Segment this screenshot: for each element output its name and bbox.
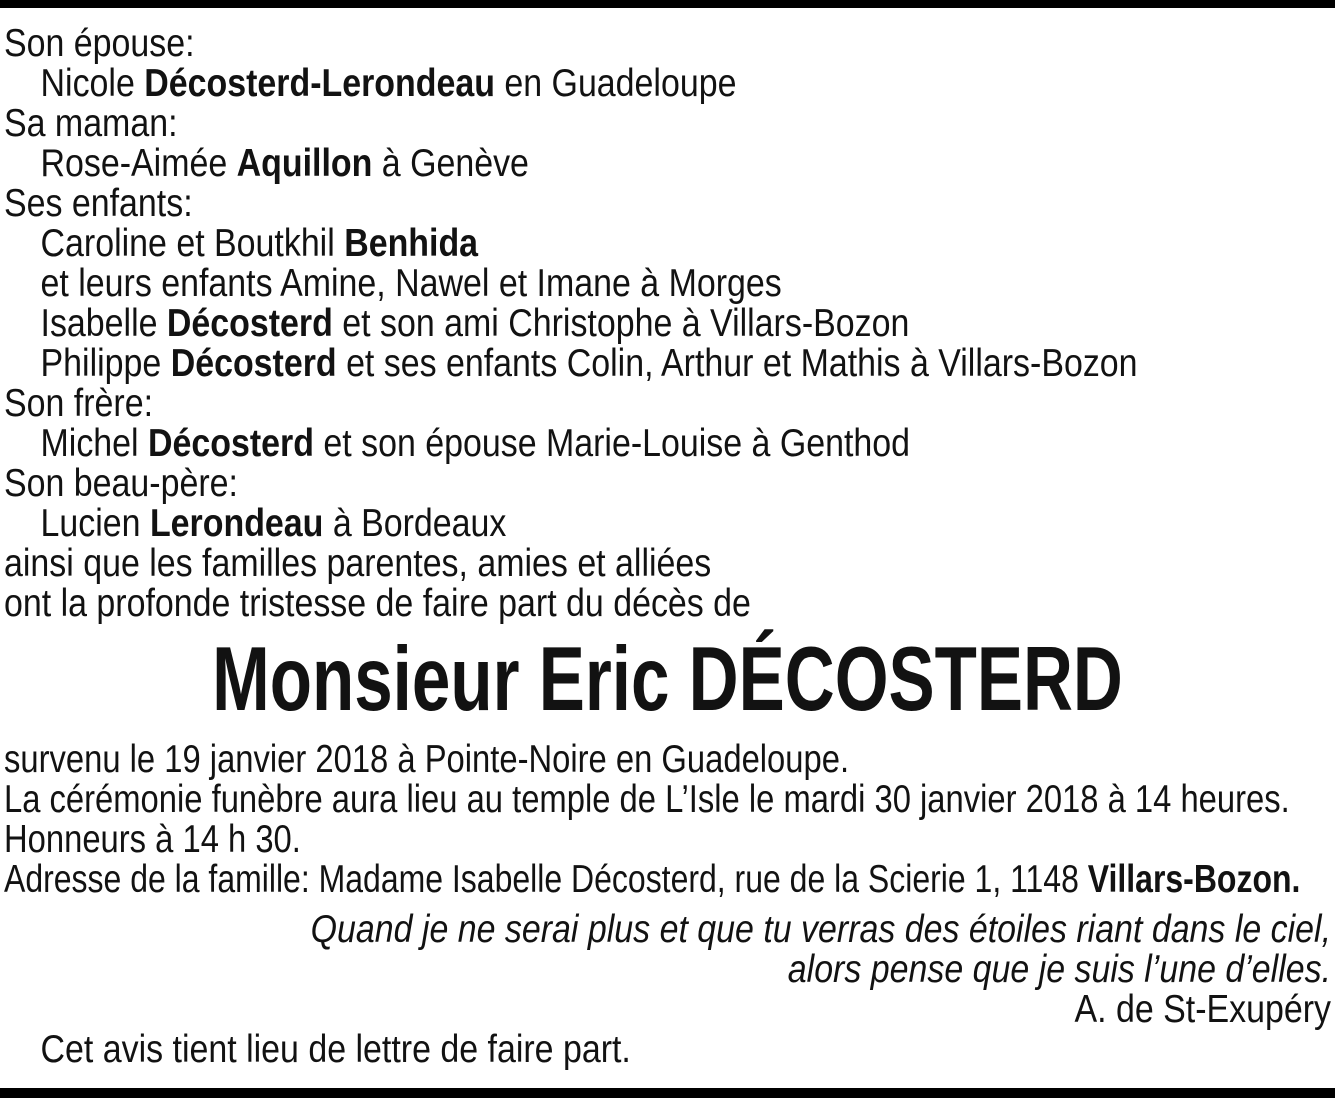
- family-name: Décosterd: [148, 422, 314, 465]
- notice-content: [4, 8, 1331, 1070]
- text-segment: Son beau-père:: [4, 462, 238, 505]
- family-line: [4, 24, 1158, 64]
- text-segment: Caroline et Boutkhil: [40, 222, 345, 265]
- family-address-locality: Villars-Bozon.: [1087, 858, 1301, 901]
- text-segment: Adresse de la famille: Madame Isabelle Décosterd, rue de la Scierie 1, 1148: [4, 858, 1088, 901]
- family-name: Aquillon: [236, 142, 373, 185]
- text-segment: et son ami Christophe à Villars-Bozon: [332, 302, 910, 345]
- family-line: [4, 264, 1158, 304]
- quote-section: [4, 910, 1331, 1030]
- closing-line: [4, 1030, 1158, 1070]
- text-segment: La cérémonie funèbre aura lieu au temple de L’Isle le mardi 30 janvier 2018 à 14 heures.: [4, 778, 1290, 821]
- text-segment: ont la profonde tristesse de faire part du décès de: [4, 582, 751, 625]
- family-line: [4, 104, 1158, 144]
- text-segment: Isabelle: [40, 302, 167, 345]
- family-name: Décosterd: [170, 342, 337, 385]
- quote-attribution: [177, 990, 1331, 1030]
- family-line: [4, 224, 1158, 264]
- text-segment: et ses enfants Colin, Arthur et Mathis à Villars-Bozon: [336, 342, 1138, 385]
- text-segment: Lucien: [40, 502, 150, 545]
- family-line: [4, 504, 1158, 544]
- detail-line: [4, 778, 1290, 821]
- text-segment: à Genève: [372, 142, 529, 185]
- text-segment: survenu le 19 janvier 2018 à Pointe-Noire en Guadeloupe.: [4, 738, 850, 781]
- detail-line: [4, 820, 1119, 860]
- family-line: [4, 304, 1158, 344]
- family-section: [4, 24, 1331, 624]
- text-segment: Son épouse:: [4, 22, 195, 65]
- text-segment: ainsi que les familles parentes, amies et alliées: [4, 542, 712, 585]
- family-line: [4, 584, 1158, 624]
- family-name: Benhida: [344, 222, 479, 265]
- text-segment: Philippe: [40, 342, 171, 385]
- family-line: [4, 144, 1158, 184]
- text-segment: à Bordeaux: [323, 502, 507, 545]
- family-line: [4, 384, 1158, 424]
- detail-line: [4, 740, 1119, 780]
- family-line: [4, 184, 1158, 224]
- text-segment: alors pense que je suis l’une d’elles.: [787, 948, 1331, 991]
- family-name: Décosterd-Lerondeau: [144, 62, 495, 105]
- text-segment: Michel: [40, 422, 149, 465]
- text-segment: A. de St-Exupéry: [1074, 988, 1331, 1031]
- text-segment: Son frère:: [4, 382, 154, 425]
- text-segment: Rose-Aimée: [40, 142, 237, 185]
- text-segment: Honneurs à 14 h 30.: [4, 818, 301, 861]
- quote-line: [177, 950, 1331, 990]
- family-name: Lerondeau: [149, 502, 324, 545]
- family-name: Décosterd: [166, 302, 333, 345]
- bottom-border-bar: [0, 1088, 1335, 1098]
- text-segment: et leurs enfants Amine, Nawel et Imane à Morges: [40, 262, 782, 305]
- deceased-name-title: Monsieur Eric DÉCOSTERD: [212, 629, 1123, 730]
- text-segment: Ses enfants:: [4, 182, 193, 225]
- text-segment: Quand je ne serai plus et que tu verras des étoiles riant dans le ciel,: [310, 908, 1331, 951]
- top-border-bar: [0, 0, 1335, 8]
- text-segment: Nicole: [40, 62, 145, 105]
- text-segment: Sa maman:: [4, 102, 178, 145]
- text-segment: en Guadeloupe: [494, 62, 737, 105]
- family-line: [4, 64, 1158, 104]
- family-line: [4, 344, 1158, 384]
- details-section: [4, 740, 1331, 900]
- family-line: [4, 424, 1158, 464]
- family-line: [4, 464, 1158, 504]
- text-segment: et son épouse Marie-Louise à Genthod: [313, 422, 911, 465]
- quote-line: [177, 910, 1331, 950]
- detail-line: [4, 858, 1301, 901]
- family-line: [4, 544, 1158, 584]
- text-segment: Cet avis tient lieu de lettre de faire part.: [40, 1028, 631, 1071]
